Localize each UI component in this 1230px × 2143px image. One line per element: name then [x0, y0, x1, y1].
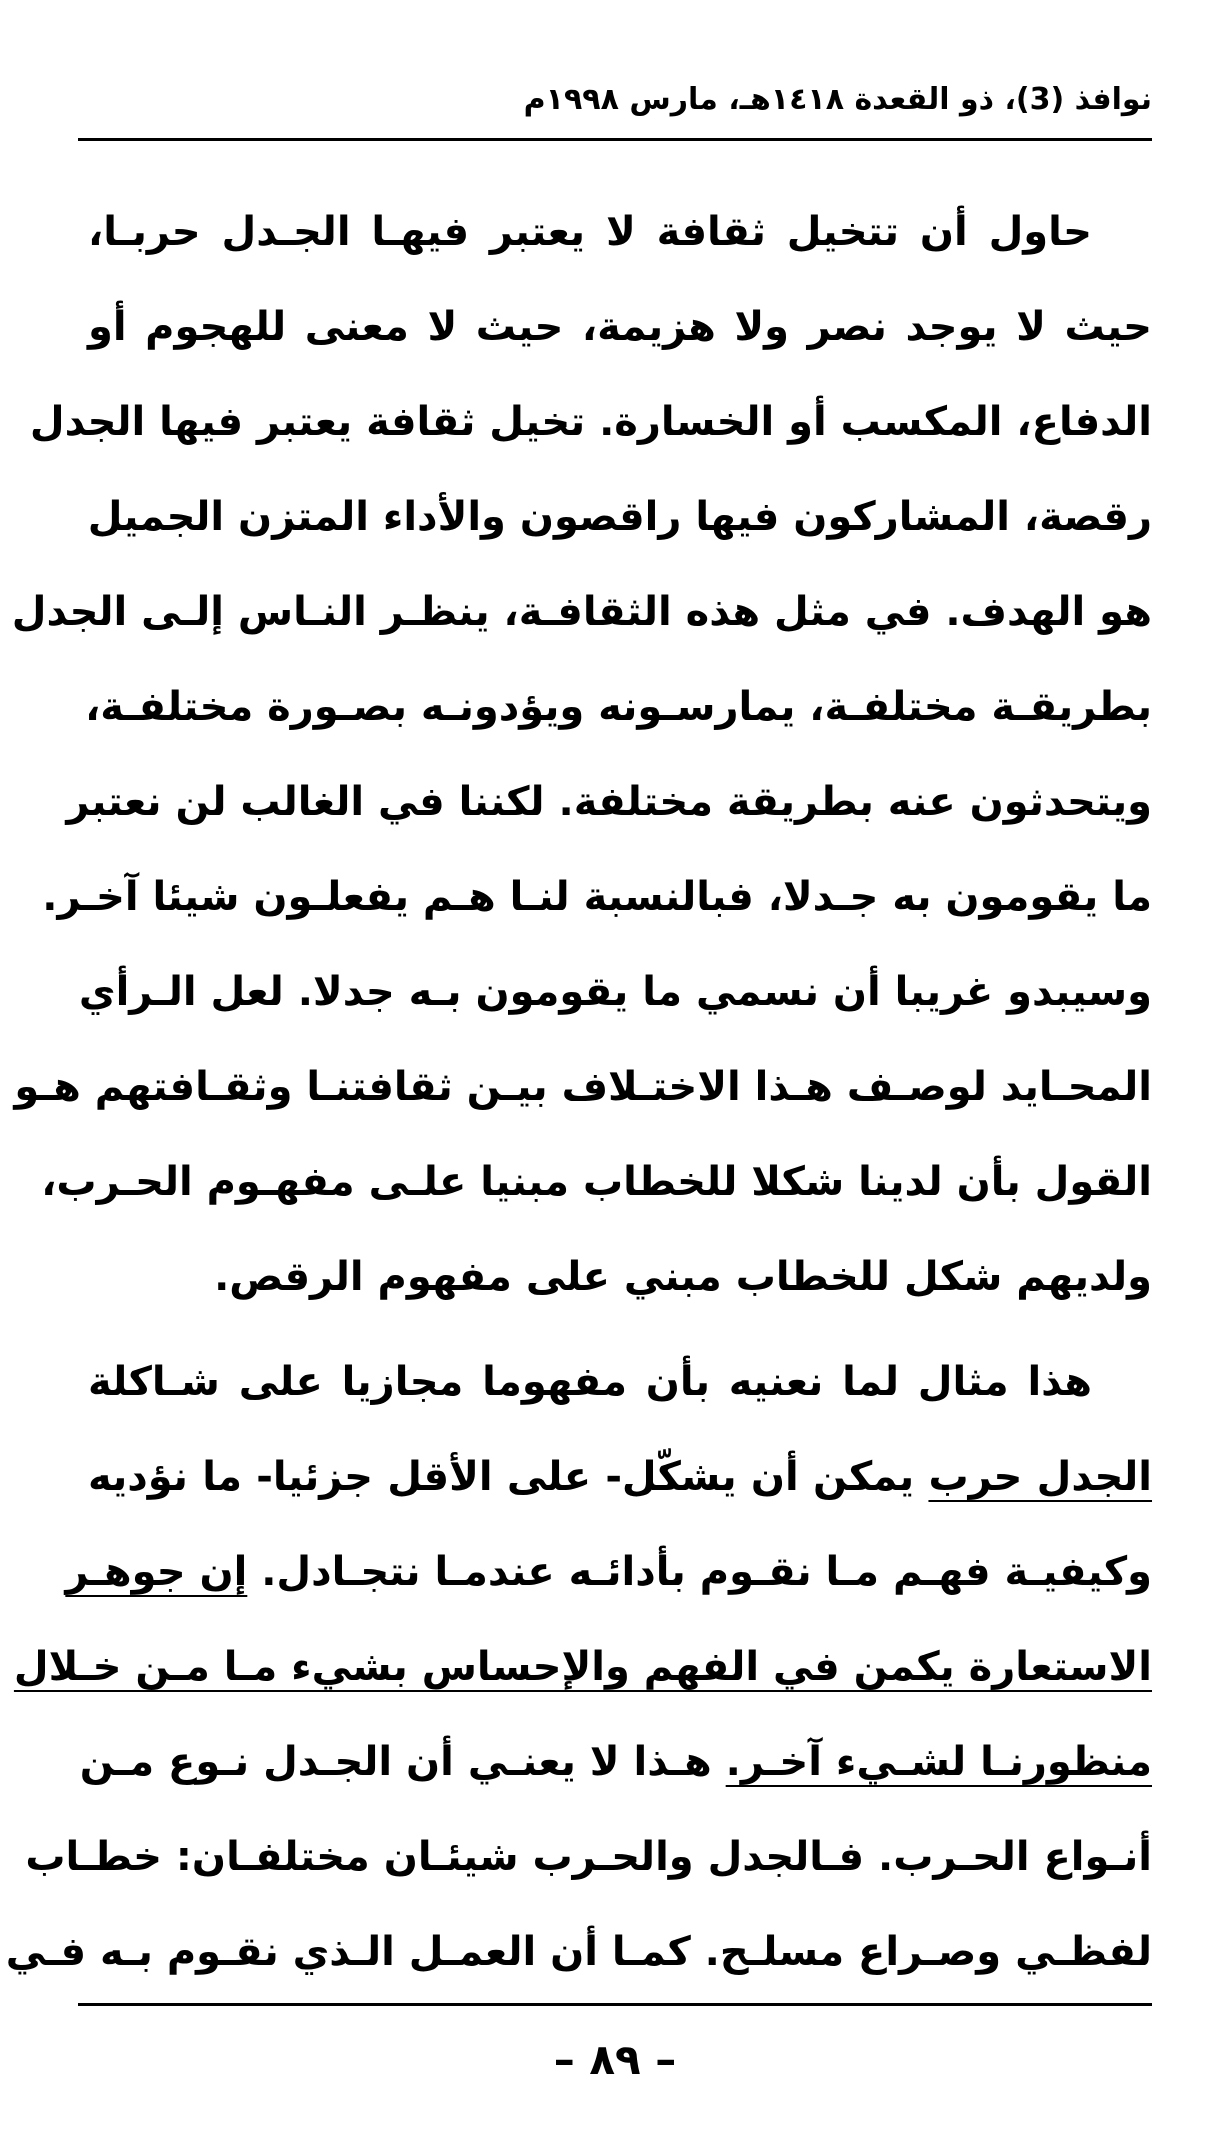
- text-line: لفظـي وصـراع مسلـح. كمـا أن العمـل الـذي نقـوم بـه فـي: [5, 1929, 1152, 1975]
- text-line: حيث لا يوجد نصر ولا هزيمة، حيث لا معنى للهجوم أو: [88, 304, 1152, 350]
- underlined-phrase: منظورنـا لشـيء آخـر.: [725, 1739, 1152, 1785]
- underlined-phrase: الاستعارة يكمن في الفهم والإحساس بشيء مـا مـن خـلال: [13, 1644, 1152, 1690]
- text-line: وسيبدو غريبا أن نسمي ما يقومون بـه جدلا. لعل الـرأي: [78, 969, 1152, 1015]
- paragraph-2: [5, 1335, 1153, 2000]
- body-text: [5, 185, 1153, 2000]
- text-line: رقصة، المشاركون فيها راقصون والأداء المتزن الجميل: [87, 494, 1152, 540]
- footer-rule: [78, 2003, 1152, 2006]
- text-line: بطريقـة مختلفـة، يمارسـونه ويؤدونـه بصـورة مختلفـة،: [85, 684, 1152, 730]
- text-line: المحـايد لوصـف هـذا الاختـلاف بيـن ثقافتنـا وثقـافتهم هـو: [14, 1064, 1152, 1110]
- text-line: الدفاع، المكسب أو الخسارة. تخيل ثقافة يعتبر فيها الجدل: [29, 399, 1152, 445]
- page-number: – ٨٩ –: [553, 2035, 677, 2084]
- header-rule: [78, 138, 1152, 141]
- text-line: هذا مثال لما نعنيه بأن مفهوما مجازيا على شـاكلة: [88, 1359, 1092, 1405]
- text-line: حاول أن تتخيل ثقافة لا يعتبر فيهـا الجـدل حربـا،: [88, 209, 1092, 255]
- text-line: [13, 1620, 1152, 1715]
- paragraph-1: [11, 185, 1152, 1325]
- running-header: نوافذ (3)، ذو القعدة ١٤١٨هـ، مارس ١٩٩٨م: [523, 82, 1152, 117]
- text-line: القول بأن لدينا شكلا للخطاب مبنيا علـى مفهـوم الحـرب،: [41, 1159, 1152, 1205]
- underlined-phrase: إن جوهـر: [65, 1549, 248, 1595]
- underlined-phrase: الجدل حرب: [928, 1454, 1153, 1500]
- text-line: [65, 1525, 1152, 1620]
- text-line: هو الهدف. في مثل هذه الثقافـة، ينظـر النـاس إلـى الجدل: [11, 589, 1152, 635]
- text-line: ويتحدثون عنه بطريقة مختلفة. لكننا في الغالب لن نعتبر: [66, 779, 1152, 825]
- line-text: وكيفيـة فهـم مـا نقـوم بأدائـه عندمـا نتجـادل.: [247, 1549, 1152, 1595]
- text-line: [79, 1715, 1152, 1810]
- text-line: أنـواع الحـرب. فـالجدل والحـرب شيئـان مختلفـان: خطـاب: [25, 1834, 1152, 1880]
- text-line: [88, 1430, 1152, 1525]
- text-line: ولديهم شكل للخطاب مبني على مفهوم الرقص.: [214, 1254, 1152, 1300]
- paragraph-gap: [88, 1325, 1152, 1335]
- line-text: يمكن أن يشكّل- على الأقل جزئيا- ما نؤديه: [88, 1454, 929, 1500]
- text-line: ما يقومون به جـدلا، فبالنسبة لنـا هـم يفعلـون شيئا آخـر.: [42, 874, 1152, 920]
- line-text: هـذا لا يعنـي أن الجـدل نـوع مـن: [79, 1739, 726, 1785]
